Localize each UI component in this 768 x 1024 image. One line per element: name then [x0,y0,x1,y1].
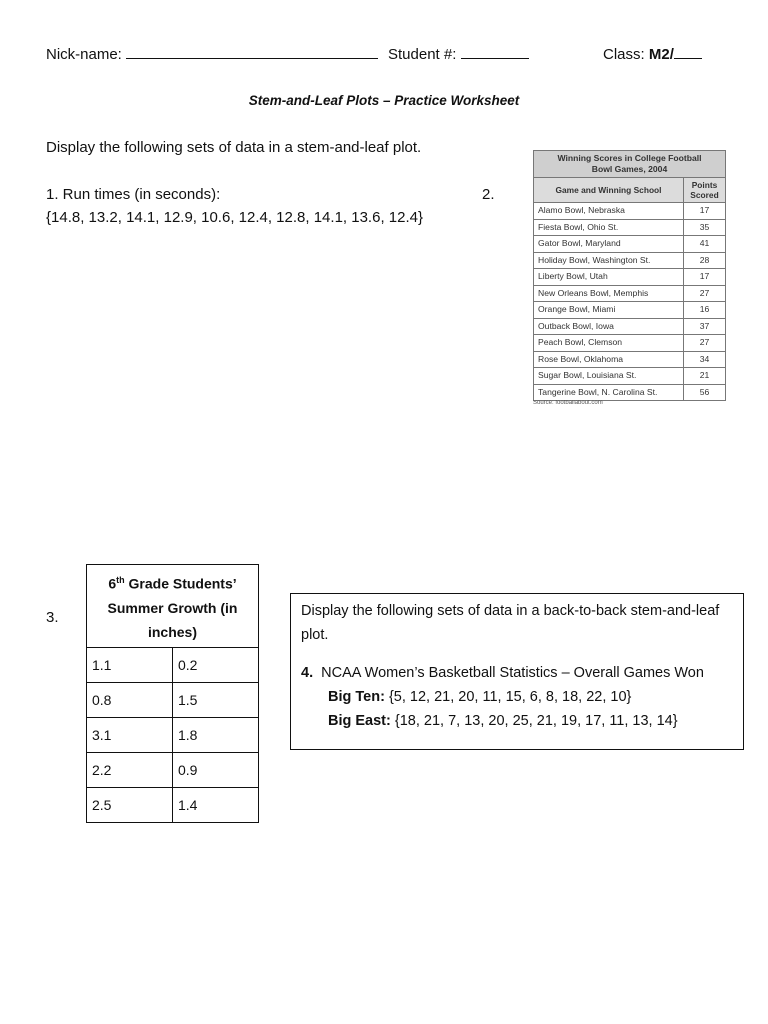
q1-data: {14.8, 13.2, 14.1, 12.9, 10.6, 12.4, 12.8, 14.1, 13.6, 12.4} [46,209,423,226]
class-field [603,44,702,63]
q4-instruction: Display the following sets of data in a back-to-back stem-and-leaf plot. [301,603,720,643]
bowl-game: Tangerine Bowl, N. Carolina St. [534,384,684,401]
big-east-line [301,709,733,733]
growth-cell: 1.1 [87,648,173,683]
bowl-col-points [684,178,726,203]
bowl-points: 56 [684,384,726,401]
bowl-game: Sugar Bowl, Louisiana St. [534,368,684,385]
table-row [534,318,726,335]
table-row [87,683,259,718]
bowl-game: Rose Bowl, Oklahoma [534,351,684,368]
q4-box [290,593,744,750]
growth-cell: 3.1 [87,718,173,753]
big-east-data: {18, 21, 7, 13, 20, 25, 21, 19, 17, 11, 13, 14} [394,713,678,729]
bowl-table-source: Source: footballabout.com [533,400,603,406]
big-ten-label: Big Ten: [328,689,385,705]
bowl-table-title [534,151,726,178]
table-row [87,718,259,753]
growth-title-sup: th [116,575,125,586]
growth-cell: 2.5 [87,788,173,823]
table-row [534,335,726,352]
table-row [87,753,259,788]
table-row [534,351,726,368]
table-row [534,219,726,236]
growth-cell: 0.9 [173,753,259,788]
nickname-label: Nick-name: [46,46,122,63]
growth-cell: 1.8 [173,718,259,753]
big-ten-data: {5, 12, 21, 20, 11, 15, 6, 8, 18, 22, 10} [388,689,632,705]
class-value: M2/ [648,46,674,63]
table-row [534,285,726,302]
bowl-table-title-line2: Bowl Games, 2004 [591,164,668,174]
bowl-game: Alamo Bowl, Nebraska [534,203,684,220]
bowl-points: 21 [684,368,726,385]
growth-cell: 1.4 [173,788,259,823]
nickname-field [46,44,378,63]
growth-table [86,564,259,823]
growth-cell: 2.2 [87,753,173,788]
bowl-points: 16 [684,302,726,319]
bowl-game: New Orleans Bowl, Memphis [534,285,684,302]
q4-title-line [301,661,733,685]
bowl-game: Orange Bowl, Miami [534,302,684,319]
table-row [534,302,726,319]
bowl-game: Holiday Bowl, Washington St. [534,252,684,269]
growth-cell: 0.8 [87,683,173,718]
table-row [534,252,726,269]
bowl-points: 37 [684,318,726,335]
table-row [534,368,726,385]
bowl-points: 34 [684,351,726,368]
bowl-points: 35 [684,219,726,236]
worksheet-title: Stem-and-Leaf Plots – Practice Worksheet [248,93,520,108]
bowl-points: 41 [684,236,726,253]
bowl-game: Gator Bowl, Maryland [534,236,684,253]
table-row [534,269,726,286]
bowl-points: 17 [684,269,726,286]
class-blank[interactable] [674,44,702,59]
instruction-text: Display the following sets of data in a stem-and-leaf plot. [46,139,422,156]
student-number-label: Student #: [388,46,457,63]
growth-table-title [87,565,259,648]
bowl-col-points-line1: Points [691,180,718,190]
nickname-blank[interactable] [126,44,378,59]
class-label: Class: [603,46,645,63]
growth-title-post: Grade Students’ Summer Growth (in inches) [107,575,238,640]
big-ten-line [301,685,733,709]
bowl-points: 27 [684,335,726,352]
bowl-points: 17 [684,203,726,220]
student-number-blank[interactable] [461,44,529,59]
bowl-table-title-line1: Winning Scores in College Football [557,153,702,163]
table-row [534,384,726,401]
bowl-game: Peach Bowl, Clemson [534,335,684,352]
bowl-points: 28 [684,252,726,269]
bowl-game: Outback Bowl, Iowa [534,318,684,335]
bowl-game: Liberty Bowl, Utah [534,269,684,286]
bowl-points: 27 [684,285,726,302]
bowl-col-points-line2: Scored [690,190,719,200]
table-row [87,788,259,823]
growth-title-pre: 6 [108,575,117,592]
q4-title: NCAA Women’s Basketball Statistics – Overall Games Won [321,665,704,681]
q2-number: 2. [482,186,495,203]
bowl-game: Fiesta Bowl, Ohio St. [534,219,684,236]
q3-number: 3. [46,609,59,626]
table-row [87,648,259,683]
q4-number: 4. [301,665,314,681]
growth-cell: 0.2 [173,648,259,683]
q1-label: 1. Run times (in seconds): [46,186,221,203]
table-row [534,236,726,253]
table-row [534,203,726,220]
student-number-field [388,44,529,63]
bowl-scores-table [533,150,726,406]
bowl-col-game: Game and Winning School [534,178,684,203]
growth-cell: 1.5 [173,683,259,718]
big-east-label: Big East: [328,713,391,729]
